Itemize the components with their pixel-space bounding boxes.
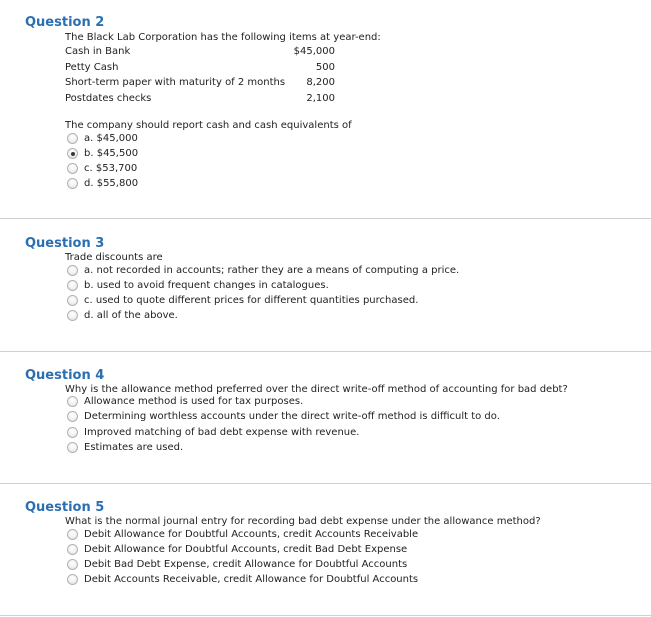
option-radio-q2-d[interactable]	[67, 178, 78, 189]
option-label[interactable]: b. $45,500	[84, 148, 139, 159]
cash-item-label: Cash in Bank	[65, 46, 131, 57]
option-radio-q2-a[interactable]	[67, 133, 78, 144]
question-divider	[0, 615, 651, 616]
cash-item-label: Petty Cash	[65, 62, 119, 73]
option-radio-q2-b[interactable]	[67, 148, 78, 159]
option-label[interactable]: d. $55,800	[84, 178, 139, 189]
option-radio-q2-c[interactable]	[67, 163, 78, 174]
option-radio-q3-d[interactable]	[67, 310, 78, 321]
option-radio-q5-c[interactable]	[67, 559, 78, 570]
option-radio-q4-c[interactable]	[67, 427, 78, 438]
option-label[interactable]: Debit Allowance for Doubtful Accounts, credit Accounts Receivable	[84, 529, 419, 540]
cash-item-label: Short-term paper with maturity of 2 months	[65, 77, 286, 88]
option-label[interactable]: Allowance method is used for tax purposes.	[84, 396, 304, 407]
question-4-title: Question 4	[25, 368, 105, 383]
question-2-prompt: The Black Lab Corporation has the following items at year-end:	[65, 32, 381, 43]
question-3-title: Question 3	[25, 236, 105, 251]
option-label[interactable]: Determining worthless accounts under the direct write-off method is difficult to do.	[84, 411, 500, 422]
option-radio-q5-a[interactable]	[67, 529, 78, 540]
option-label[interactable]: c. $53,700	[84, 163, 138, 174]
question-divider	[0, 351, 651, 352]
option-label[interactable]: c. used to quote different prices for different quantities purchased.	[84, 295, 419, 306]
option-label[interactable]: Debit Bad Debt Expense, credit Allowance for Doubtful Accounts	[84, 559, 408, 570]
option-radio-q3-a[interactable]	[67, 265, 78, 276]
option-radio-q5-b[interactable]	[67, 544, 78, 555]
option-radio-q4-a[interactable]	[67, 396, 78, 407]
option-radio-q3-b[interactable]	[67, 280, 78, 291]
cash-item-amount: $45,000	[293, 46, 335, 57]
cash-item-amount: 8,200	[306, 77, 335, 88]
question-4-stem: Why is the allowance method preferred over the direct write-off method of accounting for bad debt?	[65, 384, 568, 395]
cash-item-label: Postdates checks	[65, 93, 152, 104]
question-divider	[0, 483, 651, 484]
option-radio-q4-d[interactable]	[67, 442, 78, 453]
question-2-stem: The company should report cash and cash equivalents of	[65, 120, 352, 131]
question-5-stem: What is the normal journal entry for recording bad debt expense under the allowance method?	[65, 516, 541, 527]
option-label[interactable]: Improved matching of bad debt expense with revenue.	[84, 427, 360, 438]
option-label[interactable]: a. $45,000	[84, 133, 138, 144]
option-radio-q3-c[interactable]	[67, 295, 78, 306]
radio-selected-dot	[71, 152, 75, 156]
cash-item-amount: 2,100	[306, 93, 335, 104]
question-3-stem: Trade discounts are	[65, 252, 163, 263]
option-label[interactable]: a. not recorded in accounts; rather they are a means of computing a price.	[84, 265, 460, 276]
option-label[interactable]: Estimates are used.	[84, 442, 184, 453]
option-radio-q4-b[interactable]	[67, 411, 78, 422]
option-label[interactable]: b. used to avoid frequent changes in catalogues.	[84, 280, 329, 291]
option-label[interactable]: d. all of the above.	[84, 310, 178, 321]
question-5-title: Question 5	[25, 500, 105, 515]
option-label[interactable]: Debit Accounts Receivable, credit Allowance for Doubtful Accounts	[84, 574, 419, 585]
question-2-title: Question 2	[25, 15, 105, 30]
option-radio-q5-d[interactable]	[67, 574, 78, 585]
question-divider	[0, 218, 651, 219]
option-label[interactable]: Debit Allowance for Doubtful Accounts, credit Bad Debt Expense	[84, 544, 408, 555]
cash-item-amount: 500	[315, 62, 335, 73]
